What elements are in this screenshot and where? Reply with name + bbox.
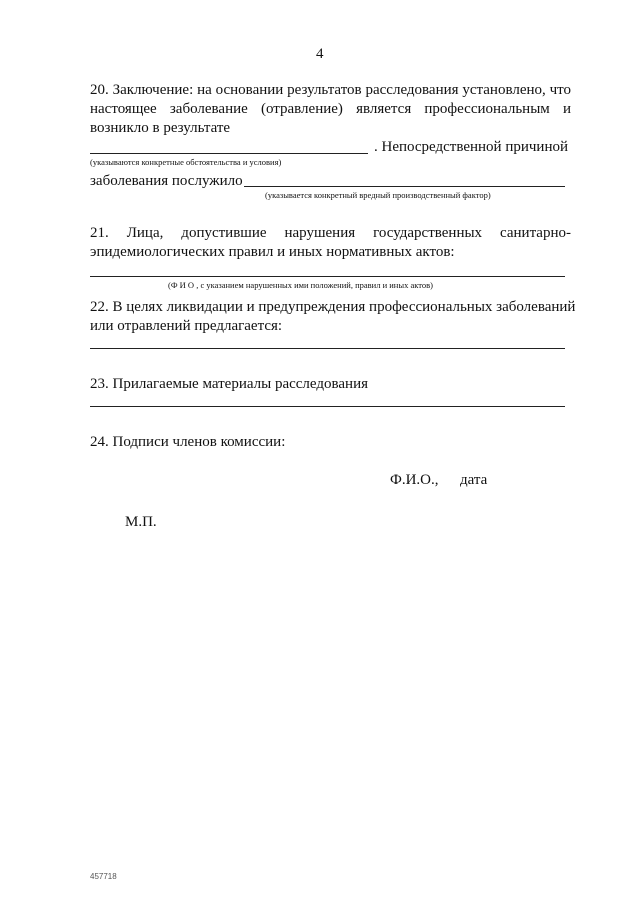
factor-label: заболевания послужило: [90, 173, 243, 189]
item22-line1: 22. В целях ликвидации и предупреждения профессиональных заболеваний: [90, 299, 576, 315]
date-label: дата: [460, 472, 488, 488]
item20-line2: настоящее заболевание (отравление) является профессиональным и: [90, 101, 571, 117]
circumstances-line[interactable]: [90, 153, 368, 154]
factor-line[interactable]: [244, 186, 565, 187]
item22-line2: или отравлений предлагается:: [90, 318, 283, 334]
footer-code: 457718: [90, 872, 117, 881]
materials-line[interactable]: [90, 406, 565, 407]
violators-hint: (Ф И О , с указанием нарушенных ими положений, правил и иных актов): [168, 280, 433, 290]
item21-line2: эпидемиологических правил и иных нормативных актов:: [90, 244, 455, 260]
item23-text: 23. Прилагаемые материалы расследования: [90, 376, 368, 392]
item21-line1: 21. Лица, допустившие нарушения государственных санитарно-: [90, 225, 571, 241]
stamp-place: М.П.: [125, 514, 157, 530]
factor-hint: (указывается конкретный вредный производственный фактор): [265, 190, 491, 200]
item20-line1: 20. Заключение: на основании результатов расследования установлено, что: [90, 82, 571, 98]
item24-text: 24. Подписи членов комиссии:: [90, 434, 286, 450]
fio-label: Ф.И.О.,: [390, 472, 439, 488]
page-number: 4: [316, 46, 324, 62]
violators-line[interactable]: [90, 276, 565, 277]
cause-label: . Непосредственной причиной: [374, 139, 569, 155]
circumstances-hint: (указываются конкретные обстоятельства и условия): [90, 157, 282, 167]
item20-line3: возникло в результате: [90, 120, 231, 136]
proposals-line[interactable]: [90, 348, 565, 349]
